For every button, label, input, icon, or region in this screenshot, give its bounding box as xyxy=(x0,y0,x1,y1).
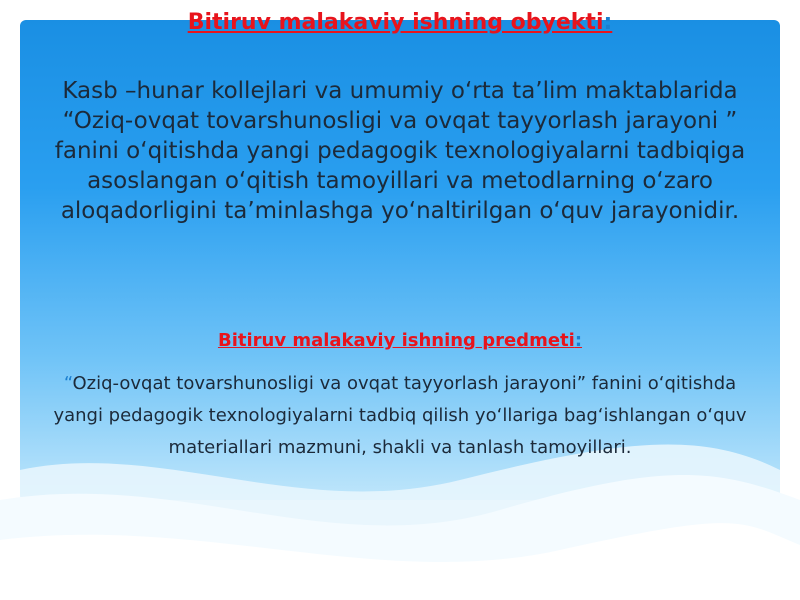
object-paragraph: Kasb –hunar kollejlari va umumiy o‘rta ta’lim maktablarida “Oziq-ovqat tovarshunosligi va ovqat tayyorlash jarayoni ” fanini o‘qitishda yangi pedagogik texnologiyalarni tadbiqiga asoslangan o‘qitish tamoyillari va metodlarning o‘zaro aloqadorligini ta’minlashga yo‘naltirilgan o‘quv jarayonidir. xyxy=(54,78,746,224)
subject-heading-text: Bitiruv malakaviy ishning predmeti xyxy=(217,330,575,351)
object-heading-text: Bitiruv malakaviy ishning obyekti xyxy=(187,10,604,35)
subject-heading-colon: : xyxy=(574,330,583,351)
object-heading xyxy=(0,10,800,35)
subject-paragraph-text: Oziq-ovqat tovarshunosligi va ovqat tayyorlash jarayoni” fanini o‘qitishda yangi pedagogik texnologiyalarni tadbiq qilish yo‘llariga bag‘ishlangan o‘quv materiallari mazmuni, shakli va tanlash tamoyillari. xyxy=(53,373,747,458)
subject-open-quote: “ xyxy=(63,373,73,394)
subject-heading xyxy=(0,330,800,351)
subject-paragraph xyxy=(40,368,760,464)
object-heading-colon: : xyxy=(603,10,613,35)
